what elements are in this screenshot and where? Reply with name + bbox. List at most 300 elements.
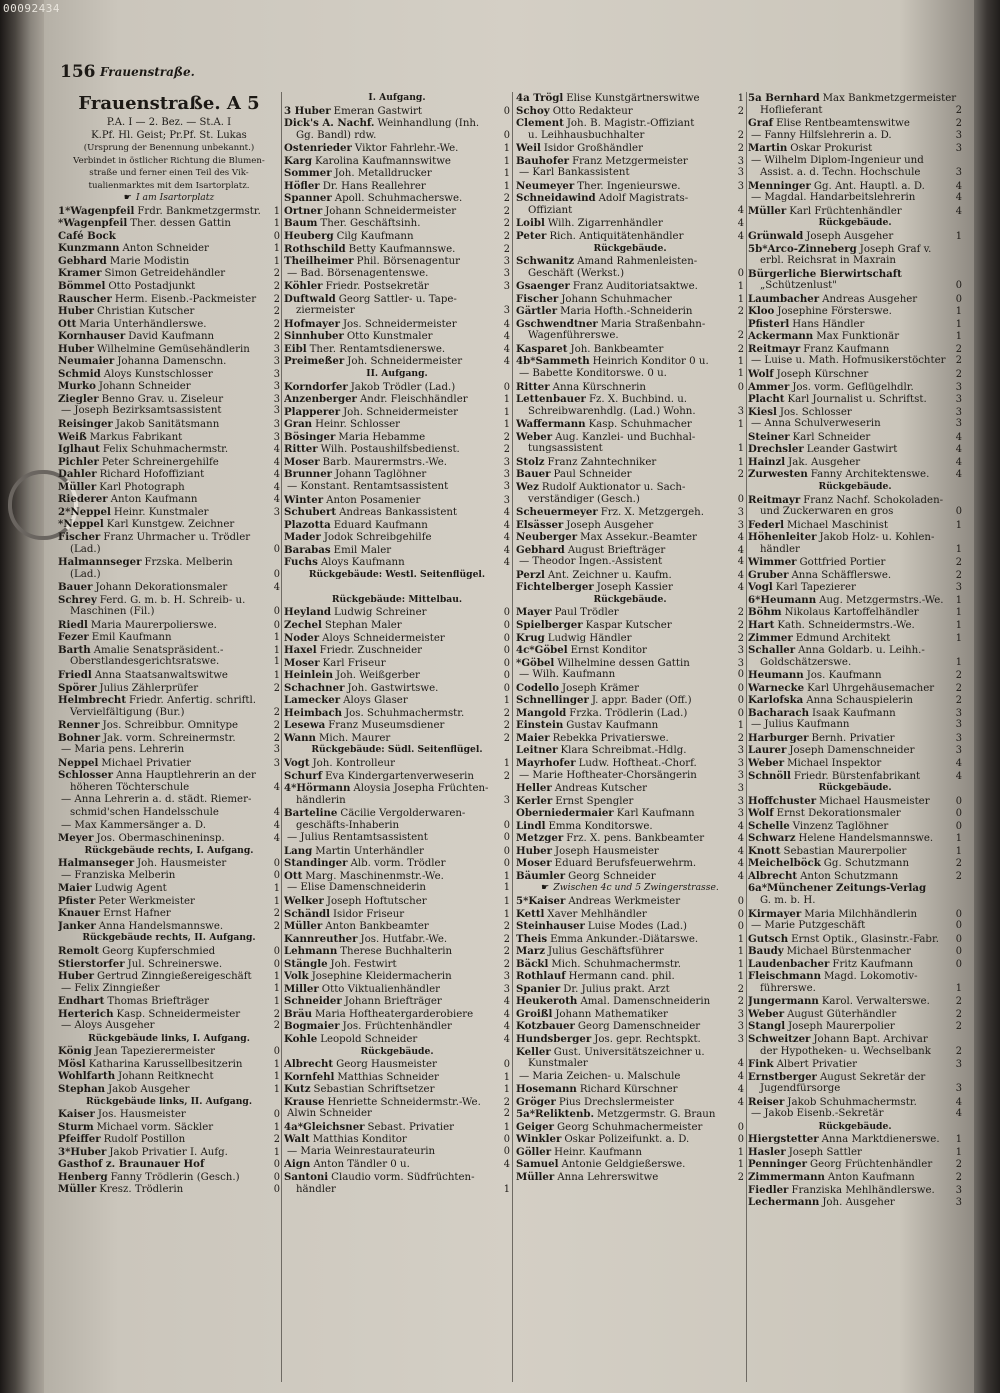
resident-occupation: höheren Töchterschule bbox=[70, 781, 190, 793]
directory-entry bbox=[284, 268, 510, 281]
entry-continuation bbox=[58, 707, 280, 720]
floor-number: 2 bbox=[273, 318, 280, 330]
resident-name: Iglhaut bbox=[58, 443, 100, 456]
resident-occupation: Elise Kunstgärtnerswitwe bbox=[566, 93, 700, 104]
resident-occupation: Franz Kaufmann bbox=[803, 343, 890, 355]
floor-number: 4 bbox=[737, 231, 744, 243]
resident-name: Ortner bbox=[284, 204, 323, 217]
section-heading: Rückgebäude links, II. Aufgang. bbox=[85, 1095, 253, 1107]
section-heading: Rückgebäude links, I. Aufgang. bbox=[88, 1032, 250, 1044]
resident-occupation: Anton Kaufmann bbox=[827, 1172, 915, 1184]
resident-name: Schwanitz bbox=[516, 255, 575, 268]
entry-continuation bbox=[748, 544, 962, 557]
directory-entry bbox=[748, 770, 962, 783]
resident-name: Graf bbox=[748, 117, 774, 130]
floor-number: 3 bbox=[503, 983, 510, 995]
directory-entry bbox=[58, 468, 280, 481]
directory-entry bbox=[58, 832, 280, 845]
directory-entry bbox=[748, 606, 962, 619]
resident-occupation: Matthias Konditor bbox=[312, 1134, 407, 1146]
directory-entry bbox=[516, 117, 744, 130]
section-heading: Rückgebäude: Westl. Seitenflügel. bbox=[308, 568, 486, 580]
floor-number: 0 bbox=[503, 682, 510, 694]
directory-entry bbox=[58, 907, 280, 920]
resident-occupation: geschäfts-Inhaberin bbox=[296, 819, 400, 831]
directory-entry bbox=[58, 355, 280, 368]
street-parishes: K.Pf. Hl. Geist; Pr.Pf. St. Lukas bbox=[91, 130, 247, 141]
directory-entry bbox=[58, 1108, 280, 1121]
resident-occupation: der Hypotheken- u. Wechselbank bbox=[760, 1045, 931, 1057]
resident-name: *Wagenpfeil bbox=[58, 217, 128, 230]
resident-occupation: Gust. Universitätszeichner u. bbox=[553, 1046, 705, 1058]
directory-entry bbox=[58, 732, 280, 745]
resident-name: Kohle bbox=[284, 1033, 318, 1046]
section-heading: I. Aufgang. bbox=[368, 92, 426, 103]
floor-number: 2 bbox=[955, 1021, 962, 1033]
resident-occupation: Wilh. Zigarrenhändler bbox=[547, 218, 663, 230]
floor-number: 3 bbox=[955, 167, 962, 179]
resident-occupation: — Babette Konditorswe. 0 u. bbox=[519, 368, 667, 380]
resident-name: Café Bock bbox=[58, 229, 116, 242]
resident-name: Volk bbox=[284, 970, 309, 983]
floor-number: 2 bbox=[273, 293, 280, 305]
resident-occupation: Max Funktionär bbox=[816, 331, 900, 343]
directory-entry bbox=[284, 807, 510, 820]
directory-entry bbox=[516, 1083, 744, 1096]
resident-name: Mösl bbox=[58, 1057, 86, 1070]
floor-number: 1 bbox=[273, 1084, 280, 1096]
floor-number: 1 bbox=[737, 356, 744, 368]
floor-number: 3 bbox=[737, 1021, 744, 1033]
resident-name: Reitmayr bbox=[748, 342, 801, 355]
resident-name: Federl bbox=[748, 518, 784, 531]
floor-number: 3 bbox=[737, 1008, 744, 1020]
resident-name: Loibl bbox=[516, 217, 545, 230]
directory-entry bbox=[284, 983, 510, 996]
resident-occupation: Emeran Gastwirt bbox=[333, 105, 422, 117]
floor-number: 4 bbox=[273, 582, 280, 594]
resident-occupation: Andreas Bankassistent bbox=[339, 507, 458, 519]
resident-name: Moser bbox=[516, 857, 552, 870]
resident-name: Stephan bbox=[58, 1083, 106, 1096]
resident-occupation: Dr. Julius prakt. Arzt bbox=[563, 983, 670, 995]
floor-number: 4 bbox=[737, 532, 744, 544]
resident-occupation: Ernst Dekorationsmaler bbox=[776, 808, 901, 820]
floor-number: 3 bbox=[503, 480, 510, 492]
directory-entry bbox=[284, 694, 510, 707]
directory-entry bbox=[284, 895, 510, 908]
directory-entry bbox=[58, 1070, 280, 1083]
floor-number: 1 bbox=[503, 168, 510, 180]
floor-number: 2 bbox=[955, 369, 962, 381]
directory-entry bbox=[748, 682, 962, 695]
floor-number: 0 bbox=[737, 267, 744, 279]
resident-name: Albrecht bbox=[284, 1058, 334, 1071]
resident-name: Zechel bbox=[284, 618, 322, 631]
resident-name: Weil bbox=[516, 142, 541, 155]
floor-number: 1 bbox=[273, 883, 280, 895]
resident-name: Moser bbox=[284, 455, 320, 468]
directory-entry bbox=[516, 456, 744, 469]
floor-number: 1 bbox=[955, 519, 962, 531]
floor-number: 2 bbox=[737, 983, 744, 995]
directory-entry bbox=[284, 381, 510, 394]
resident-name: Wez bbox=[516, 480, 539, 493]
directory-entry bbox=[58, 205, 280, 218]
resident-occupation: Kasp. Schneidermeister bbox=[116, 1008, 241, 1020]
resident-name: Penninger bbox=[748, 1158, 807, 1171]
resident-occupation: Franz Museumsdiener bbox=[328, 720, 445, 732]
resident-occupation: Karolina Kaufmannswitwe bbox=[314, 155, 451, 167]
floor-number: 1 bbox=[737, 419, 744, 431]
resident-name: Winter bbox=[284, 493, 324, 506]
directory-entry bbox=[516, 657, 744, 670]
section-heading: Rückgebäude. bbox=[593, 242, 667, 254]
floor-number: 3 bbox=[737, 167, 744, 179]
resident-occupation: Maria Hebamme bbox=[338, 431, 426, 443]
floor-number: 2 bbox=[955, 118, 962, 130]
directory-entry bbox=[748, 694, 962, 707]
floor-number: 4 bbox=[955, 1096, 962, 1108]
resident-name: 5*Kaiser bbox=[516, 895, 566, 907]
floor-number: 4 bbox=[273, 494, 280, 506]
resident-name: Schneidawind bbox=[516, 192, 596, 205]
floor-number: 0 bbox=[503, 129, 510, 141]
resident-name: Samuel bbox=[516, 1158, 559, 1171]
floor-number: 3 bbox=[503, 456, 510, 468]
directory-entry bbox=[58, 518, 280, 531]
resident-occupation: — Julius Rentamtsassistent bbox=[287, 832, 428, 844]
resident-occupation: — Theodor Ingen.-Assistent bbox=[519, 556, 663, 568]
floor-number: 3 bbox=[273, 744, 280, 756]
directory-entry bbox=[516, 895, 744, 908]
resident-name: Bauhofer bbox=[516, 154, 570, 167]
directory-entry bbox=[284, 255, 510, 268]
entries bbox=[516, 92, 744, 1184]
resident-name: Baum bbox=[284, 217, 318, 230]
directory-entry bbox=[58, 757, 280, 770]
directory-entry bbox=[516, 983, 744, 996]
floor-number: 1 bbox=[503, 695, 510, 707]
resident-name: Helmbrecht bbox=[58, 694, 127, 707]
directory-entry bbox=[748, 857, 962, 870]
directory-entry bbox=[516, 669, 744, 682]
floor-number: 2 bbox=[955, 1159, 962, 1171]
directory-entry bbox=[516, 707, 744, 720]
floor-number: 3 bbox=[273, 393, 280, 405]
resident-occupation: Joseph Ausgeher bbox=[566, 519, 654, 531]
floor-number: 2 bbox=[737, 996, 744, 1008]
resident-name: Knauer bbox=[58, 907, 101, 920]
resident-occupation: Otto Viktualienhändler bbox=[321, 983, 440, 995]
resident-name: Marz bbox=[516, 945, 546, 958]
floor-number: 1 bbox=[955, 594, 962, 606]
scan-id-stamp: 00092434 bbox=[3, 2, 60, 15]
resident-name: Albrecht bbox=[748, 869, 798, 882]
floor-number: 4 bbox=[503, 544, 510, 556]
floor-number: 2 bbox=[503, 431, 510, 443]
resident-occupation: verständiger (Gesch.) bbox=[528, 493, 640, 505]
entry-continuation bbox=[284, 820, 510, 833]
resident-name: Meichelböck bbox=[748, 857, 821, 870]
directory-entry bbox=[748, 368, 962, 381]
resident-name: Kloo bbox=[748, 305, 775, 318]
directory-entry bbox=[748, 1108, 962, 1121]
resident-occupation: Michael Hausmeister bbox=[819, 795, 930, 807]
floor-number: 0 bbox=[273, 869, 280, 881]
resident-occupation: Jak. Ausgeher bbox=[788, 456, 861, 468]
directory-entry bbox=[516, 908, 744, 921]
directory-entry bbox=[748, 468, 962, 481]
resident-name: Reiser bbox=[748, 1095, 785, 1108]
resident-occupation: Edmund Architekt bbox=[795, 632, 891, 644]
directory-entry bbox=[748, 92, 962, 105]
resident-name: Hart bbox=[748, 618, 775, 631]
resident-occupation: Joh. Hausmeister bbox=[137, 858, 227, 870]
resident-occupation: Michael Bürstenmacher bbox=[786, 946, 911, 958]
floor-number: 3 bbox=[955, 707, 962, 719]
resident-occupation: Georg Schuhmachermeister bbox=[557, 1121, 703, 1133]
floor-number: 3 bbox=[273, 419, 280, 431]
resident-occupation: — Magdal. Handarbeitslehrerin bbox=[751, 192, 916, 204]
resident-occupation: Stephan Maler bbox=[324, 619, 402, 631]
directory-entry bbox=[284, 857, 510, 870]
floor-number: 1 bbox=[503, 143, 510, 155]
resident-occupation: Isidor Großhändler bbox=[543, 143, 643, 155]
resident-name: Hoffchuster bbox=[748, 794, 817, 807]
directory-entry bbox=[516, 142, 744, 155]
directory-entry bbox=[284, 732, 510, 745]
directory-entry bbox=[748, 832, 962, 845]
resident-name: Herterich bbox=[58, 1007, 114, 1020]
resident-occupation: Friedr. Postsekretär bbox=[325, 281, 429, 293]
resident-name: Gruber bbox=[748, 568, 789, 581]
floor-number: 0 bbox=[273, 958, 280, 970]
directory-entry bbox=[284, 920, 510, 933]
resident-name: Müller bbox=[748, 204, 787, 217]
resident-occupation: Paul Schneider bbox=[553, 469, 632, 481]
resident-name: Heinlein bbox=[284, 669, 334, 682]
street-note: tualienmarktes mit dem Isartorplatz. bbox=[88, 180, 250, 191]
resident-name: Weiß bbox=[58, 430, 87, 443]
floor-number: 4 bbox=[273, 819, 280, 831]
floor-number: 3 bbox=[273, 431, 280, 443]
directory-entry bbox=[58, 556, 280, 569]
resident-name: Schubert bbox=[284, 506, 337, 519]
directory-entry bbox=[58, 631, 280, 644]
directory-entry bbox=[58, 1121, 280, 1134]
resident-name: Wimmer bbox=[748, 556, 797, 569]
resident-name: Huber bbox=[58, 970, 95, 983]
resident-name: 4c*Göbel bbox=[516, 644, 568, 657]
resident-occupation: Karl Photograph bbox=[99, 481, 185, 493]
floor-number: 0 bbox=[273, 1184, 280, 1196]
resident-occupation: — Wilhelm Diplom-Ingenieur und bbox=[751, 154, 924, 166]
resident-name: Mayer bbox=[516, 606, 552, 619]
floor-number: 2 bbox=[955, 1008, 962, 1020]
resident-name: Barth bbox=[58, 643, 91, 656]
directory-entry bbox=[58, 581, 280, 594]
resident-occupation: Ludw. Hoftheat.-Chorf. bbox=[578, 757, 697, 769]
resident-name: Kerler bbox=[516, 794, 553, 807]
directory-entry bbox=[58, 456, 280, 469]
resident-occupation: Ernst Konditor bbox=[570, 645, 647, 657]
resident-occupation: Anton Bankbeamter bbox=[325, 921, 429, 933]
resident-name: 4a*Gleichsner bbox=[284, 1120, 365, 1133]
directory-entry bbox=[284, 882, 510, 895]
resident-name: Schändl bbox=[284, 907, 330, 920]
floor-number: 1 bbox=[273, 243, 280, 255]
resident-name: Krug bbox=[516, 631, 545, 644]
resident-occupation: Jos. vorm. Geflügelhdlr. bbox=[792, 381, 914, 393]
resident-name: Neumaier bbox=[58, 355, 115, 368]
resident-name: Maier bbox=[516, 731, 550, 744]
floor-number: 1 bbox=[273, 656, 280, 668]
resident-occupation: Joseph Ausgeher bbox=[806, 231, 894, 243]
directory-entry bbox=[748, 795, 962, 808]
resident-occupation: Jos. Hutfabr.-We. bbox=[360, 933, 448, 945]
directory-entry bbox=[748, 845, 962, 858]
resident-occupation: Amal. Damenschneiderin bbox=[580, 996, 711, 1008]
resident-name: Barabas bbox=[284, 543, 331, 556]
directory-entry bbox=[516, 305, 744, 318]
resident-occupation: Johanna Damenschn. bbox=[117, 356, 227, 368]
resident-occupation: Ther. dessen Gattin bbox=[130, 218, 231, 230]
directory-entry bbox=[748, 908, 962, 921]
resident-occupation: Jodok Schreibgehilfe bbox=[323, 532, 432, 544]
resident-name: Kiesl bbox=[748, 405, 777, 418]
entry-continuation bbox=[748, 506, 962, 519]
resident-name: 3*Huber bbox=[58, 1145, 107, 1158]
resident-name: Renner bbox=[58, 719, 100, 732]
resident-name: Rothschild bbox=[284, 242, 346, 255]
floor-number: 2 bbox=[503, 720, 510, 732]
resident-name: Bäckl bbox=[516, 957, 549, 970]
resident-name: 6a*Münchener Zeitungs-Verlag bbox=[748, 882, 927, 895]
floor-number: 2 bbox=[503, 243, 510, 255]
resident-occupation: Andreas Ausgeher bbox=[822, 293, 918, 305]
resident-name: Leitner bbox=[516, 744, 558, 757]
directory-entry bbox=[516, 1046, 744, 1059]
directory-entry bbox=[284, 1133, 510, 1146]
resident-occupation: Aug. Kanzlei- und Buchhal- bbox=[555, 431, 696, 443]
resident-occupation: Simon Getreidehändler bbox=[104, 268, 226, 280]
resident-occupation: Ludwig Händler bbox=[547, 632, 632, 644]
resident-name: Karlofska bbox=[748, 694, 804, 707]
resident-name: Schmid bbox=[58, 367, 101, 380]
directory-entry bbox=[284, 1058, 510, 1071]
directory-entry bbox=[748, 757, 962, 770]
resident-occupation: Jakob Holz- u. Kohlen- bbox=[819, 532, 935, 544]
floor-number: 1 bbox=[503, 757, 510, 769]
floor-number: 1 bbox=[737, 93, 744, 104]
directory-entry bbox=[58, 318, 280, 331]
floor-number: 0 bbox=[273, 1159, 280, 1171]
directory-entry bbox=[516, 192, 744, 205]
resident-name: Plapperer bbox=[284, 405, 341, 418]
directory-entry bbox=[516, 970, 744, 983]
resident-occupation: Nikolaus Kartoffelhändler bbox=[784, 607, 919, 619]
resident-name: Wolf bbox=[748, 807, 774, 820]
resident-name: Ott bbox=[58, 317, 77, 330]
floor-number: 3 bbox=[273, 506, 280, 518]
resident-name: Brunner bbox=[284, 468, 333, 481]
directory-entry bbox=[58, 531, 280, 544]
resident-occupation: Xaver Mehlhändler bbox=[547, 908, 647, 920]
street-district: P.A. I — 2. Bez. — St.A. I bbox=[106, 117, 232, 128]
resident-occupation: Gg. Schutzmann bbox=[823, 858, 910, 870]
resident-occupation: Michael Inspektor bbox=[787, 757, 882, 769]
directory-entry bbox=[58, 920, 280, 933]
floor-number: 2 bbox=[955, 557, 962, 569]
resident-occupation: — Aloys Ausgeher bbox=[61, 1020, 155, 1032]
resident-occupation: Anton Schneider bbox=[122, 243, 209, 255]
resident-occupation: Isidor Friseur bbox=[332, 908, 405, 920]
floor-number: 0 bbox=[273, 619, 280, 631]
resident-occupation: Magd. Lokomotiv- bbox=[824, 971, 918, 983]
resident-name: Lechermann bbox=[748, 1196, 820, 1209]
resident-occupation: Jakob Sanitätsmann bbox=[115, 419, 220, 431]
floor-number: 2 bbox=[273, 720, 280, 732]
resident-name: Eibl bbox=[284, 342, 307, 355]
floor-number: 4 bbox=[503, 507, 510, 519]
resident-occupation: Joseph Sattler bbox=[788, 1146, 862, 1158]
resident-occupation: Eva Kindergartenverweserin bbox=[325, 770, 474, 782]
resident-name: Santoni bbox=[284, 1171, 329, 1184]
resident-occupation: Alwin Schneider bbox=[287, 1108, 372, 1120]
directory-entry bbox=[284, 481, 510, 494]
floor-number: 0 bbox=[503, 832, 510, 844]
resident-occupation: — Wilh. Kaufmann bbox=[519, 669, 616, 681]
floor-number: 0 bbox=[955, 795, 962, 807]
resident-name: 5a*Reliktenb. bbox=[516, 1108, 595, 1121]
resident-occupation: Anton Schutzmann bbox=[800, 870, 899, 882]
resident-name: Pfister bbox=[58, 894, 96, 907]
resident-name: Gutsch bbox=[748, 932, 789, 945]
resident-name: Reitmayr bbox=[748, 493, 801, 506]
entry-continuation bbox=[284, 795, 510, 808]
directory-entry bbox=[284, 958, 510, 971]
resident-occupation: Joseph Maurerpolier bbox=[788, 1021, 895, 1033]
resident-occupation: Ther. Geschäftsinh. bbox=[320, 218, 421, 230]
floor-number: 0 bbox=[737, 707, 744, 719]
resident-name: Höhenleiter bbox=[748, 531, 817, 544]
directory-entry bbox=[516, 870, 744, 883]
resident-occupation: Joh. Festwirt bbox=[330, 958, 397, 970]
directory-entry bbox=[58, 1045, 280, 1058]
floor-number: 1 bbox=[955, 833, 962, 845]
directory-entry bbox=[516, 694, 744, 707]
entry-continuation bbox=[748, 280, 962, 293]
directory-entry bbox=[58, 882, 280, 895]
directory-entry bbox=[516, 619, 744, 632]
entries bbox=[58, 192, 280, 1196]
floor-number: 1 bbox=[737, 946, 744, 958]
directory-entry bbox=[58, 343, 280, 356]
resident-name: Gebhard bbox=[58, 254, 107, 267]
resident-occupation: Frzka. Trödlerin (Lad.) bbox=[569, 707, 688, 719]
floor-number: 3 bbox=[503, 494, 510, 506]
entry-continuation bbox=[58, 569, 280, 582]
resident-name: Fichtelberger bbox=[516, 581, 594, 594]
resident-name: Welker bbox=[284, 895, 324, 907]
floor-number: 4 bbox=[955, 456, 962, 468]
resident-occupation: Jos. gepr. Rechtspkt. bbox=[594, 1034, 701, 1046]
directory-entry bbox=[516, 757, 744, 770]
resident-name: Müller bbox=[284, 920, 323, 933]
resident-occupation: Max Bankmetzgermeister bbox=[822, 93, 957, 104]
resident-occupation: Ludwig Agent bbox=[94, 883, 167, 895]
